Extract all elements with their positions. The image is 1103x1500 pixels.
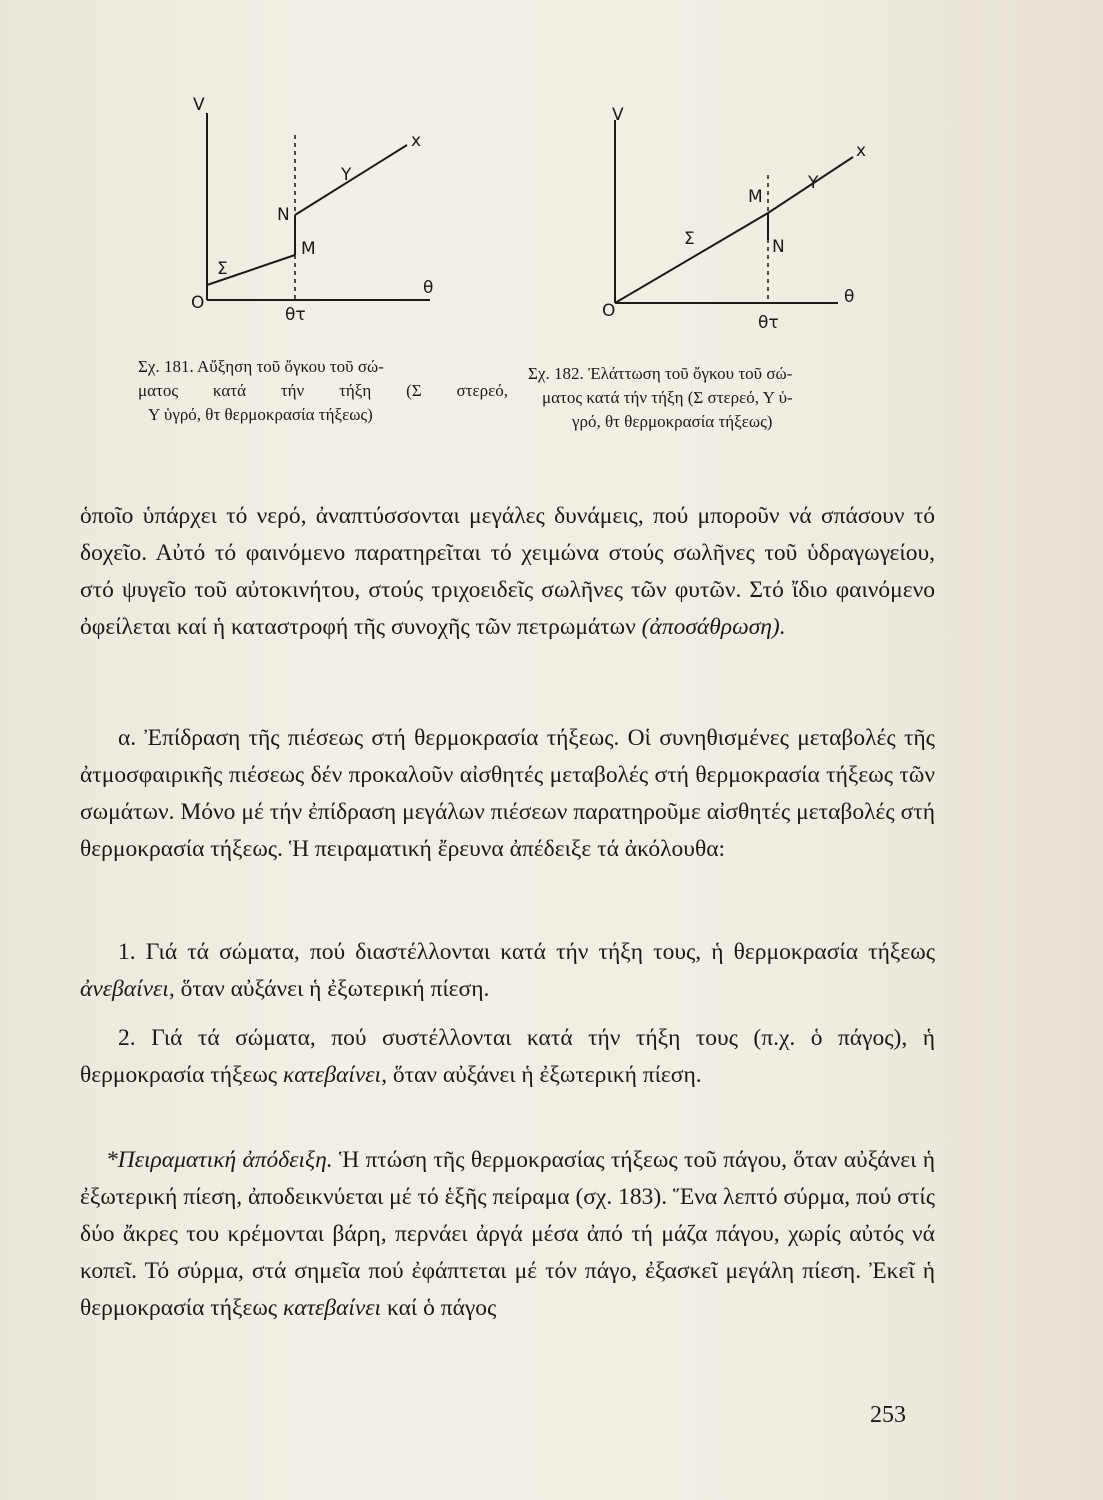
paragraph-expansion-effects: [80, 498, 935, 646]
label-theta: θ: [844, 287, 855, 307]
label-origin: O: [602, 301, 616, 321]
label-y: Y: [341, 165, 352, 185]
term-aposathrosi: (ἀποσάθρωση).: [641, 614, 786, 640]
caption-182-line: ματος κατά τήν τήξη (Σ στερεό, Υ ὑ-: [542, 388, 793, 407]
paragraph-text: 1. Γιά τά σώματα, πού διαστέλλονται κατά τήν τήξη τους, ἡ θερμοκρασία τήξεως: [118, 939, 935, 965]
figure-181-graph: [185, 95, 445, 325]
paragraph-rule-1: [80, 934, 935, 1008]
paragraph-rule-2: [80, 1020, 935, 1094]
label-y: Y: [808, 173, 819, 193]
label-m: M: [301, 239, 316, 259]
caption-181: [138, 355, 508, 427]
caption-181-line: Σχ. 181. Αὔξηση τοῦ ὄγκου τοῦ σώ-: [138, 357, 384, 376]
paragraph-experiment: [80, 1142, 935, 1327]
caption-181-line: Υ ὑγρό, θτ θερμοκρασία τήξεως): [148, 405, 373, 424]
emphasis-rises: ἀνεβαίνει,: [80, 976, 175, 1002]
label-origin: O: [191, 293, 205, 313]
label-theta-t: θτ: [758, 313, 779, 333]
paragraph-pressure-effect: [80, 720, 935, 868]
label-n: N: [772, 237, 785, 257]
solid-line: [615, 213, 768, 303]
paragraph-text: 2. Γιά τά σώματα, πού συστέλλονται κατά τήν τήξη τους (π.χ. ὁ πάγος), ἡ θερμοκρασία τήξεως: [80, 1025, 935, 1088]
caption-182-line: γρό, θτ θερμοκρασία τήξεως): [572, 412, 773, 431]
label-x: x: [856, 141, 867, 161]
paragraph-text: Ἡ πτώση τῆς θερμοκρασίας τήξεως τοῦ πάγου, ὅταν αὐξάνει ἡ ἐξωτερική πίεση, ἀποδεικνύεται μέ τό ἑξῆς πείραμα (σχ. 183). Ἕνα λεπτό σύρμα, πού στίς δύο ἄκρες του κρέμονται βάρη, περνάει ἀργά μέσα ἀπό τή μάζα πάγου, χωρίς αὐτός νά κοπεῖ. Τό σύρμα, στά σημεῖα πού ἐφάπτεται μέ τόν πάγο, ἐξασκεῖ μεγάλη πίεση. Ἐκεῖ ἡ θερμοκρασία τήξεως: [80, 1147, 935, 1321]
label-x: x: [411, 131, 422, 151]
emphasis-falls: κατεβαίνει: [283, 1295, 382, 1321]
paragraph-text: α. Ἐπίδραση τῆς πιέσεως στή θερμοκρασία τήξεως. Οἱ συνηθισμένες μεταβολές τῆς ἀτμοσφαιρικῆς πιέσεως δέν προκαλοῦν αἰσθητές μεταβολές στή θερμοκρασία τήξεως τῶν σωμάτων. Μόνο μέ τήν ἐπίδραση μεγάλων πιέσεων παρατηροῦμε αἰσθητές μεταβολές στή θερμοκρασία τήξεως. Ἡ πειραματική ἔρευνα ἀπέδειξε τά ἀκόλουθα:: [80, 725, 935, 862]
label-theta-t: θτ: [285, 305, 306, 325]
figure-181: [185, 95, 445, 325]
caption-182-line: Σχ. 182. Ἐλάττωση τοῦ ὄγκου τοῦ σώ-: [528, 364, 793, 383]
label-v: V: [193, 95, 205, 115]
paragraph-text: καί ὁ πάγος: [386, 1295, 497, 1321]
emphasis-falls: κατεβαίνει,: [283, 1062, 387, 1088]
page-number: 253: [870, 1402, 906, 1428]
label-v: V: [612, 105, 624, 125]
paragraph-text: ὅταν αὐξάνει ἡ ἐξωτερική πίεση.: [392, 1062, 702, 1088]
caption-181-line: ματος κατά τήν τήξη (Σ στερεό,: [138, 381, 508, 400]
figure-182-graph: [598, 105, 868, 335]
label-sigma: Σ: [217, 259, 228, 279]
experiment-heading: *Πειραματική ἀπόδειξη.: [106, 1147, 333, 1173]
paragraph-text: ὁποῖο ὑπάρχει τό νερό, ἀναπτύσσονται μεγάλες δυνάμεις, πού μποροῦν νά σπάσουν τό δοχεῖο. Αὐτό τό φαινόμενο παρατηρεῖται τό χειμώνα στούς σωλῆνες τοῦ ὑδραγωγείου, στό ψυγεῖο τοῦ αὐτοκινήτου, στούς τριχοειδεῖς σωλῆνες τῶν φυτῶν. Στό ἴδιο φαινόμενο ὀφείλεται καί ἡ καταστροφή τῆς συνοχῆς τῶν πετρωμάτων: [80, 503, 935, 640]
figure-182: [598, 105, 868, 335]
label-sigma: Σ: [684, 229, 695, 249]
label-n: N: [277, 205, 290, 225]
label-theta: θ: [423, 278, 434, 298]
caption-182: [528, 362, 938, 434]
label-m: M: [748, 187, 763, 207]
paragraph-text: ὅταν αὐξάνει ἡ ἐξωτερική πίεση.: [180, 976, 490, 1002]
